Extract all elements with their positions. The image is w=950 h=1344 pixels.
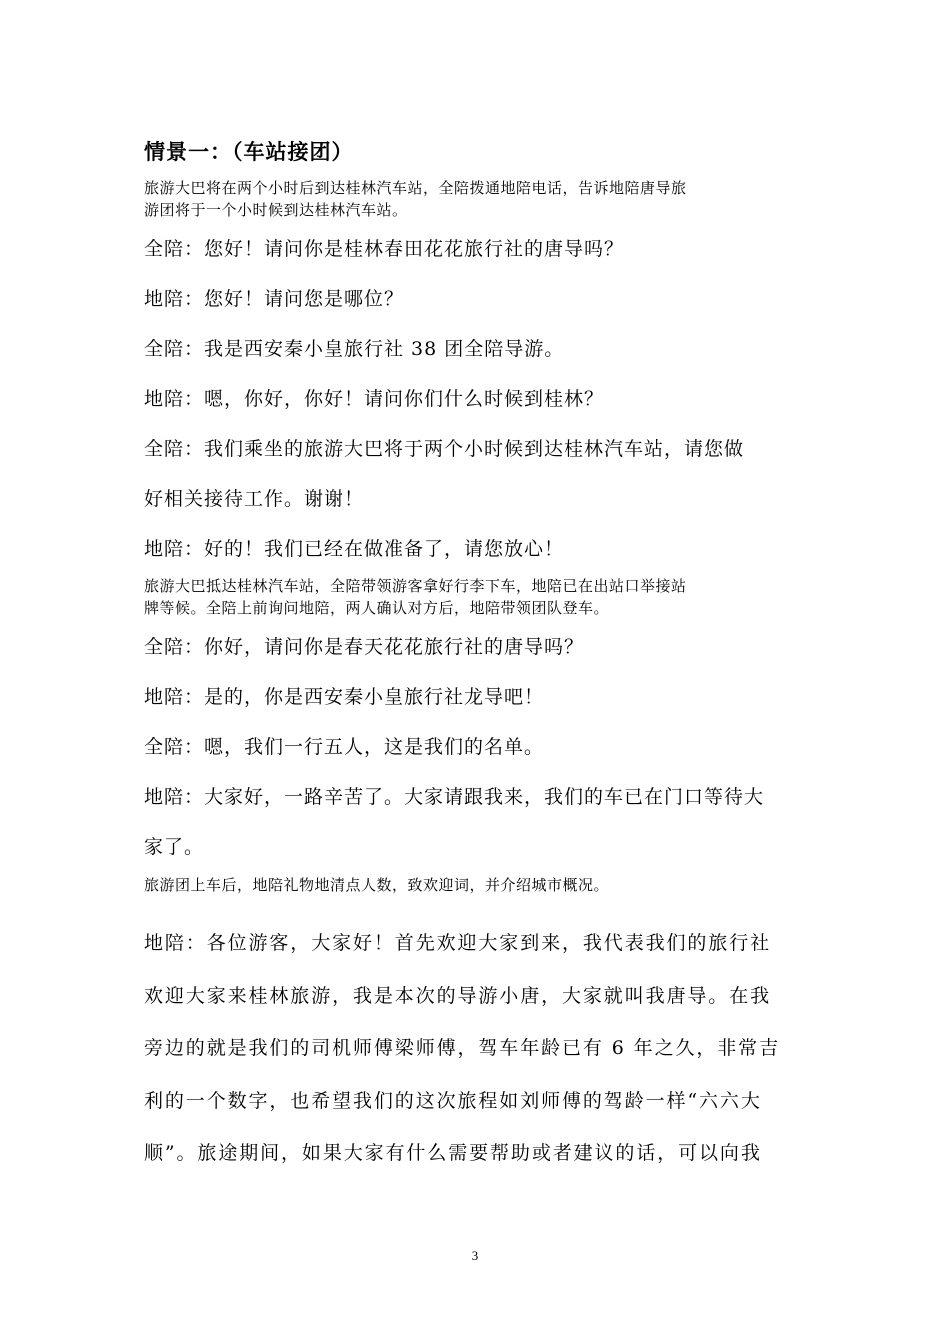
narration-line: 牌等候。全陪上前询问地陪，两人确认对方后，地陪带领团队登车。 xyxy=(144,599,610,617)
speech-line: 利的一个数字，也希望我们的这次旅程如刘师傅的驾龄一样“六六大 xyxy=(144,1090,762,1112)
speech-line: 旁边的就是我们的司机师傅梁师傅，驾车年龄已有 6 年之久，非常吉 xyxy=(144,1037,780,1059)
narration-line: 旅游大巴将在两个小时后到达桂林汽车站，全陪拨通地陪电话，告诉地陪唐导旅 xyxy=(144,179,687,197)
dialogue-line: 家了。 xyxy=(144,836,205,858)
speech-line: 欢迎大家来桂林旅游，我是本次的导游小唐，大家就叫我唐导。在我 xyxy=(144,985,772,1007)
speech-line: 地陪：各位游客，大家好！首先欢迎大家到来，我代表我们的旅行社 xyxy=(144,932,772,954)
narration-line: 游团将于一个小时候到达桂林汽车站。 xyxy=(144,201,408,219)
page-number: 3 xyxy=(471,1248,479,1263)
dialogue-line: 全陪：你好，请问你是春天花花旅行社的唐导吗？ xyxy=(144,636,585,658)
dialogue-line: 全陪：我们乘坐的旅游大巴将于两个小时候到达桂林汽车站，请您做 xyxy=(144,438,745,460)
narration-line: 旅游团上车后，地陪礼物地清点人数，致欢迎词，并介绍城市概况。 xyxy=(144,876,610,894)
dialogue-line: 地陪：好的！我们已经在做准备了，请您放心！ xyxy=(144,538,565,560)
dialogue-line: 全陪：嗯，我们一行五人，这是我们的名单。 xyxy=(144,736,545,758)
dialogue-line: 好相关接待工作。谢谢！ xyxy=(144,488,365,510)
dialogue-line: 地陪：大家好，一路辛苦了。大家请跟我来，我们的车已在门口等待大 xyxy=(144,786,765,808)
speech-line: 顺”。旅途期间，如果大家有什么需要帮助或者建议的话，可以向我 xyxy=(144,1142,762,1164)
dialogue-line: 地陪：您好！请问您是哪位？ xyxy=(144,288,405,310)
narration-line: 旅游大巴抵达桂林汽车站，全陪带领游客拿好行李下车，地陪已在出站口举接站 xyxy=(144,577,687,595)
dialogue-line: 地陪：嗯，你好，你好！请问你们什么时候到桂林？ xyxy=(144,388,605,410)
dialogue-line: 地陪：是的，你是西安秦小皇旅行社龙导吧！ xyxy=(144,686,545,708)
dialogue-line: 全陪：您好！请问你是桂林春田花花旅行社的唐导吗？ xyxy=(144,238,625,260)
dialogue-line: 全陪：我是西安秦小皇旅行社 38 团全陪导游。 xyxy=(144,338,565,360)
section-heading: 情景一：（车站接团） xyxy=(144,140,354,164)
